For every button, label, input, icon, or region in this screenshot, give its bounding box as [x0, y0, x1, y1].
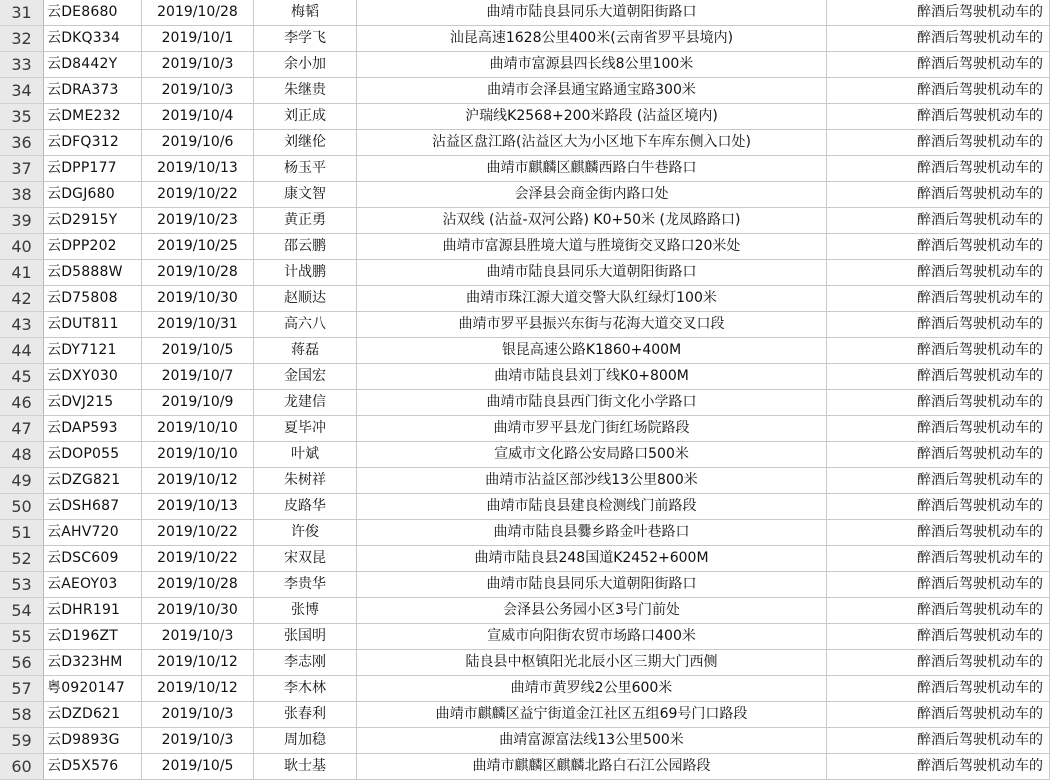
violation-cell[interactable]: 醉酒后驾驶机动车的	[827, 728, 1050, 754]
date-cell[interactable]: 2019/10/3	[142, 78, 254, 104]
table-row	[0, 624, 1050, 650]
plate-cell[interactable]: 云DZD621	[44, 702, 142, 728]
location-cell[interactable]: 曲靖市麒麟区麒麟北路白石江公园路段	[357, 754, 827, 780]
name-cell[interactable]: 蒋磊	[254, 338, 357, 364]
violation-cell[interactable]: 醉酒后驾驶机动车的	[827, 208, 1050, 234]
name-cell[interactable]: 邵云鹏	[254, 234, 357, 260]
violation-cell[interactable]: 醉酒后驾驶机动车的	[827, 286, 1050, 312]
table-row	[0, 598, 1050, 624]
violation-cell[interactable]: 醉酒后驾驶机动车的	[827, 182, 1050, 208]
plate-cell[interactable]: 云D5X576	[44, 754, 142, 780]
table-row	[0, 0, 1050, 26]
row-header[interactable]: 33	[0, 52, 44, 78]
row-header[interactable]: 38	[0, 182, 44, 208]
row-header[interactable]: 56	[0, 650, 44, 676]
violation-cell[interactable]: 醉酒后驾驶机动车的	[827, 52, 1050, 78]
name-cell[interactable]: 朱树祥	[254, 468, 357, 494]
name-cell[interactable]: 张国明	[254, 624, 357, 650]
table-row	[0, 702, 1050, 728]
location-cell[interactable]: 宣威市文化路公安局路口500米	[357, 442, 827, 468]
violation-cell[interactable]: 醉酒后驾驶机动车的	[827, 676, 1050, 702]
name-cell[interactable]: 周加稳	[254, 728, 357, 754]
name-cell[interactable]: 皮路华	[254, 494, 357, 520]
violation-cell[interactable]: 醉酒后驾驶机动车的	[827, 260, 1050, 286]
violation-cell[interactable]: 醉酒后驾驶机动车的	[827, 416, 1050, 442]
plate-cell[interactable]: 云D75808	[44, 286, 142, 312]
name-cell[interactable]: 梅韬	[254, 0, 357, 26]
violation-cell[interactable]: 醉酒后驾驶机动车的	[827, 364, 1050, 390]
violation-cell[interactable]: 醉酒后驾驶机动车的	[827, 468, 1050, 494]
plate-cell[interactable]: 云DPP202	[44, 234, 142, 260]
name-cell[interactable]: 高六八	[254, 312, 357, 338]
location-cell[interactable]: 曲靖市陆良县同乐大道朝阳街路口	[357, 572, 827, 598]
name-cell[interactable]: 李志刚	[254, 650, 357, 676]
violation-cell[interactable]: 醉酒后驾驶机动车的	[827, 598, 1050, 624]
plate-cell[interactable]: 云DY7121	[44, 338, 142, 364]
date-cell[interactable]: 2019/10/3	[142, 728, 254, 754]
location-cell[interactable]: 沾双线 (沾益-双河公路) K0+50米 (龙凤路路口)	[357, 208, 827, 234]
row-header[interactable]: 49	[0, 468, 44, 494]
location-cell[interactable]: 汕昆高速1628公里400米(云南省罗平县境内)	[357, 26, 827, 52]
violation-cell[interactable]: 醉酒后驾驶机动车的	[827, 650, 1050, 676]
date-cell[interactable]: 2019/10/3	[142, 52, 254, 78]
table-row	[0, 364, 1050, 390]
date-cell[interactable]: 2019/10/31	[142, 312, 254, 338]
violation-cell[interactable]: 醉酒后驾驶机动车的	[827, 546, 1050, 572]
table-row	[0, 130, 1050, 156]
row-header[interactable]: 35	[0, 104, 44, 130]
name-cell[interactable]: 朱继贵	[254, 78, 357, 104]
table-row	[0, 208, 1050, 234]
row-header[interactable]: 44	[0, 338, 44, 364]
date-cell[interactable]: 2019/10/10	[142, 442, 254, 468]
row-header[interactable]: 40	[0, 234, 44, 260]
location-cell[interactable]: 会泽县公务园小区3号门前处	[357, 598, 827, 624]
name-cell[interactable]: 许俊	[254, 520, 357, 546]
table-row	[0, 156, 1050, 182]
row-header[interactable]: 41	[0, 260, 44, 286]
location-cell[interactable]: 曲靖市罗平县振兴东街与花海大道交叉口段	[357, 312, 827, 338]
violation-cell[interactable]: 醉酒后驾驶机动车的	[827, 0, 1050, 26]
plate-cell[interactable]: 云DUT811	[44, 312, 142, 338]
date-cell[interactable]: 2019/10/1	[142, 26, 254, 52]
table-row	[0, 104, 1050, 130]
violation-cell[interactable]: 醉酒后驾驶机动车的	[827, 702, 1050, 728]
violation-cell[interactable]: 醉酒后驾驶机动车的	[827, 78, 1050, 104]
name-cell[interactable]: 康文智	[254, 182, 357, 208]
name-cell[interactable]: 龙建信	[254, 390, 357, 416]
date-cell[interactable]: 2019/10/3	[142, 624, 254, 650]
table-row	[0, 390, 1050, 416]
row-header[interactable]: 43	[0, 312, 44, 338]
date-cell[interactable]: 2019/10/28	[142, 0, 254, 26]
plate-cell[interactable]: 云DZG821	[44, 468, 142, 494]
location-cell[interactable]: 曲靖市罗平县龙门街红场院路段	[357, 416, 827, 442]
date-cell[interactable]: 2019/10/13	[142, 494, 254, 520]
violation-cell[interactable]: 醉酒后驾驶机动车的	[827, 572, 1050, 598]
date-cell[interactable]: 2019/10/22	[142, 546, 254, 572]
violation-cell[interactable]: 醉酒后驾驶机动车的	[827, 338, 1050, 364]
plate-cell[interactable]: 云DME232	[44, 104, 142, 130]
violation-cell[interactable]: 醉酒后驾驶机动车的	[827, 494, 1050, 520]
plate-cell[interactable]: 云DAP593	[44, 416, 142, 442]
location-cell[interactable]: 曲靖市珠江源大道交警大队红绿灯100米	[357, 286, 827, 312]
table-row	[0, 260, 1050, 286]
row-header[interactable]: 59	[0, 728, 44, 754]
table-row	[0, 26, 1050, 52]
plate-cell[interactable]: 云D196ZT	[44, 624, 142, 650]
location-cell[interactable]: 银昆高速公路K1860+400M	[357, 338, 827, 364]
date-cell[interactable]: 2019/10/5	[142, 754, 254, 780]
row-header[interactable]: 60	[0, 754, 44, 780]
date-cell[interactable]: 2019/10/4	[142, 104, 254, 130]
table-row	[0, 312, 1050, 338]
row-header[interactable]: 48	[0, 442, 44, 468]
date-cell[interactable]: 2019/10/28	[142, 260, 254, 286]
name-cell[interactable]: 计战鹏	[254, 260, 357, 286]
plate-cell[interactable]: 云DGJ680	[44, 182, 142, 208]
table-row	[0, 442, 1050, 468]
plate-cell[interactable]: 云DXY030	[44, 364, 142, 390]
table-row	[0, 468, 1050, 494]
plate-cell[interactable]: 云DE8680	[44, 0, 142, 26]
name-cell[interactable]: 叶斌	[254, 442, 357, 468]
location-cell[interactable]: 曲靖市麒麟区麒麟西路白牛巷路口	[357, 156, 827, 182]
name-cell[interactable]: 夏毕冲	[254, 416, 357, 442]
plate-cell[interactable]: 云DKQ334	[44, 26, 142, 52]
name-cell[interactable]: 杨玉平	[254, 156, 357, 182]
table-row	[0, 520, 1050, 546]
location-cell[interactable]: 曲靖市陆良县同乐大道朝阳街路口	[357, 0, 827, 26]
plate-cell[interactable]: 云DVJ215	[44, 390, 142, 416]
date-cell[interactable]: 2019/10/9	[142, 390, 254, 416]
location-cell[interactable]: 曲靖市陆良县爨乡路金叶巷路口	[357, 520, 827, 546]
name-cell[interactable]: 张博	[254, 598, 357, 624]
row-header[interactable]: 42	[0, 286, 44, 312]
date-cell[interactable]: 2019/10/3	[142, 702, 254, 728]
row-header[interactable]: 58	[0, 702, 44, 728]
plate-cell[interactable]: 云D8442Y	[44, 52, 142, 78]
row-header[interactable]: 55	[0, 624, 44, 650]
table-row	[0, 78, 1050, 104]
date-cell[interactable]: 2019/10/22	[142, 182, 254, 208]
location-cell[interactable]: 会泽县会商金街内路口处	[357, 182, 827, 208]
location-cell[interactable]: 陆良县中枢镇阳光北辰小区三期大门西侧	[357, 650, 827, 676]
name-cell[interactable]: 金国宏	[254, 364, 357, 390]
location-cell[interactable]: 曲靖市富源县胜境大道与胜境街交叉路口20米处	[357, 234, 827, 260]
table-row	[0, 416, 1050, 442]
row-header[interactable]: 32	[0, 26, 44, 52]
date-cell[interactable]: 2019/10/23	[142, 208, 254, 234]
table-row	[0, 234, 1050, 260]
date-cell[interactable]: 2019/10/25	[142, 234, 254, 260]
date-cell[interactable]: 2019/10/22	[142, 520, 254, 546]
table-row	[0, 728, 1050, 754]
row-header[interactable]: 45	[0, 364, 44, 390]
location-cell[interactable]: 曲靖市沾益区部沙线13公里800米	[357, 468, 827, 494]
location-cell[interactable]: 曲靖市富源县四长线8公里100米	[357, 52, 827, 78]
plate-cell[interactable]: 云D5888W	[44, 260, 142, 286]
row-header[interactable]: 31	[0, 0, 44, 26]
date-cell[interactable]: 2019/10/12	[142, 650, 254, 676]
location-cell[interactable]: 曲靖市陆良县刘丁线K0+800M	[357, 364, 827, 390]
violation-cell[interactable]: 醉酒后驾驶机动车的	[827, 104, 1050, 130]
row-header[interactable]: 37	[0, 156, 44, 182]
row-header[interactable]: 46	[0, 390, 44, 416]
row-header[interactable]: 57	[0, 676, 44, 702]
name-cell[interactable]: 李学飞	[254, 26, 357, 52]
plate-cell[interactable]: 云DPP177	[44, 156, 142, 182]
row-header[interactable]: 50	[0, 494, 44, 520]
violation-cell[interactable]: 醉酒后驾驶机动车的	[827, 156, 1050, 182]
date-cell[interactable]: 2019/10/10	[142, 416, 254, 442]
violation-cell[interactable]: 醉酒后驾驶机动车的	[827, 26, 1050, 52]
location-cell[interactable]: 曲靖富源富法线13公里500米	[357, 728, 827, 754]
plate-cell[interactable]: 云DOP055	[44, 442, 142, 468]
violation-cell[interactable]: 醉酒后驾驶机动车的	[827, 624, 1050, 650]
row-header[interactable]: 52	[0, 546, 44, 572]
table-row	[0, 650, 1050, 676]
violation-cell[interactable]: 醉酒后驾驶机动车的	[827, 130, 1050, 156]
plate-cell[interactable]: 云DSC609	[44, 546, 142, 572]
plate-cell[interactable]: 云AEOY03	[44, 572, 142, 598]
name-cell[interactable]: 余小加	[254, 52, 357, 78]
plate-cell[interactable]: 云DRA373	[44, 78, 142, 104]
date-cell[interactable]: 2019/10/12	[142, 676, 254, 702]
row-header[interactable]: 54	[0, 598, 44, 624]
location-cell[interactable]: 曲靖市陆良县同乐大道朝阳街路口	[357, 260, 827, 286]
table-row	[0, 52, 1050, 78]
date-cell[interactable]: 2019/10/6	[142, 130, 254, 156]
plate-cell[interactable]: 云AHV720	[44, 520, 142, 546]
location-cell[interactable]: 曲靖市麒麟区益宁街道金江社区五组69号门口路段	[357, 702, 827, 728]
plate-cell[interactable]: 云D9893G	[44, 728, 142, 754]
location-cell[interactable]: 曲靖市陆良县建良检测线门前路段	[357, 494, 827, 520]
plate-cell[interactable]: 云DFQ312	[44, 130, 142, 156]
violation-cell[interactable]: 醉酒后驾驶机动车的	[827, 312, 1050, 338]
table-row	[0, 754, 1050, 780]
name-cell[interactable]: 刘正成	[254, 104, 357, 130]
name-cell[interactable]: 耿士基	[254, 754, 357, 780]
row-header[interactable]: 36	[0, 130, 44, 156]
location-cell[interactable]: 曲靖市黄罗线2公里600米	[357, 676, 827, 702]
date-cell[interactable]: 2019/10/13	[142, 156, 254, 182]
plate-cell[interactable]: 粤0920147	[44, 676, 142, 702]
location-cell[interactable]: 沪瑞线K2568+200米路段 (沾益区境内)	[357, 104, 827, 130]
table-row	[0, 676, 1050, 702]
row-header[interactable]: 53	[0, 572, 44, 598]
table-row	[0, 338, 1050, 364]
table-row	[0, 286, 1050, 312]
date-cell[interactable]: 2019/10/5	[142, 338, 254, 364]
violation-cell[interactable]: 醉酒后驾驶机动车的	[827, 520, 1050, 546]
name-cell[interactable]: 李贵华	[254, 572, 357, 598]
plate-cell[interactable]: 云D2915Y	[44, 208, 142, 234]
name-cell[interactable]: 宋双昆	[254, 546, 357, 572]
date-cell[interactable]: 2019/10/7	[142, 364, 254, 390]
date-cell[interactable]: 2019/10/28	[142, 572, 254, 598]
plate-cell[interactable]: 云D323HM	[44, 650, 142, 676]
row-header[interactable]: 34	[0, 78, 44, 104]
name-cell[interactable]: 赵顺达	[254, 286, 357, 312]
date-cell[interactable]: 2019/10/30	[142, 598, 254, 624]
plate-cell[interactable]: 云DSH687	[44, 494, 142, 520]
location-cell[interactable]: 沾益区盘江路(沾益区大为小区地下车库东侧入口处)	[357, 130, 827, 156]
name-cell[interactable]: 张春利	[254, 702, 357, 728]
violation-cell[interactable]: 醉酒后驾驶机动车的	[827, 754, 1050, 780]
row-header[interactable]: 47	[0, 416, 44, 442]
name-cell[interactable]: 刘继伦	[254, 130, 357, 156]
table-row	[0, 546, 1050, 572]
name-cell[interactable]: 黄正勇	[254, 208, 357, 234]
location-cell[interactable]: 曲靖市会泽县通宝路通宝路300米	[357, 78, 827, 104]
violation-cell[interactable]: 醉酒后驾驶机动车的	[827, 234, 1050, 260]
violation-cell[interactable]: 醉酒后驾驶机动车的	[827, 442, 1050, 468]
date-cell[interactable]: 2019/10/12	[142, 468, 254, 494]
table-row	[0, 182, 1050, 208]
row-header[interactable]: 51	[0, 520, 44, 546]
location-cell[interactable]: 曲靖市陆良县248国道K2452+600M	[357, 546, 827, 572]
location-cell[interactable]: 宣威市向阳街农贸市场路口400米	[357, 624, 827, 650]
location-cell[interactable]: 曲靖市陆良县西门街文化小学路口	[357, 390, 827, 416]
violation-cell[interactable]: 醉酒后驾驶机动车的	[827, 390, 1050, 416]
date-cell[interactable]: 2019/10/30	[142, 286, 254, 312]
row-header[interactable]: 39	[0, 208, 44, 234]
table-row	[0, 494, 1050, 520]
table-row	[0, 572, 1050, 598]
name-cell[interactable]: 李木林	[254, 676, 357, 702]
plate-cell[interactable]: 云DHR191	[44, 598, 142, 624]
